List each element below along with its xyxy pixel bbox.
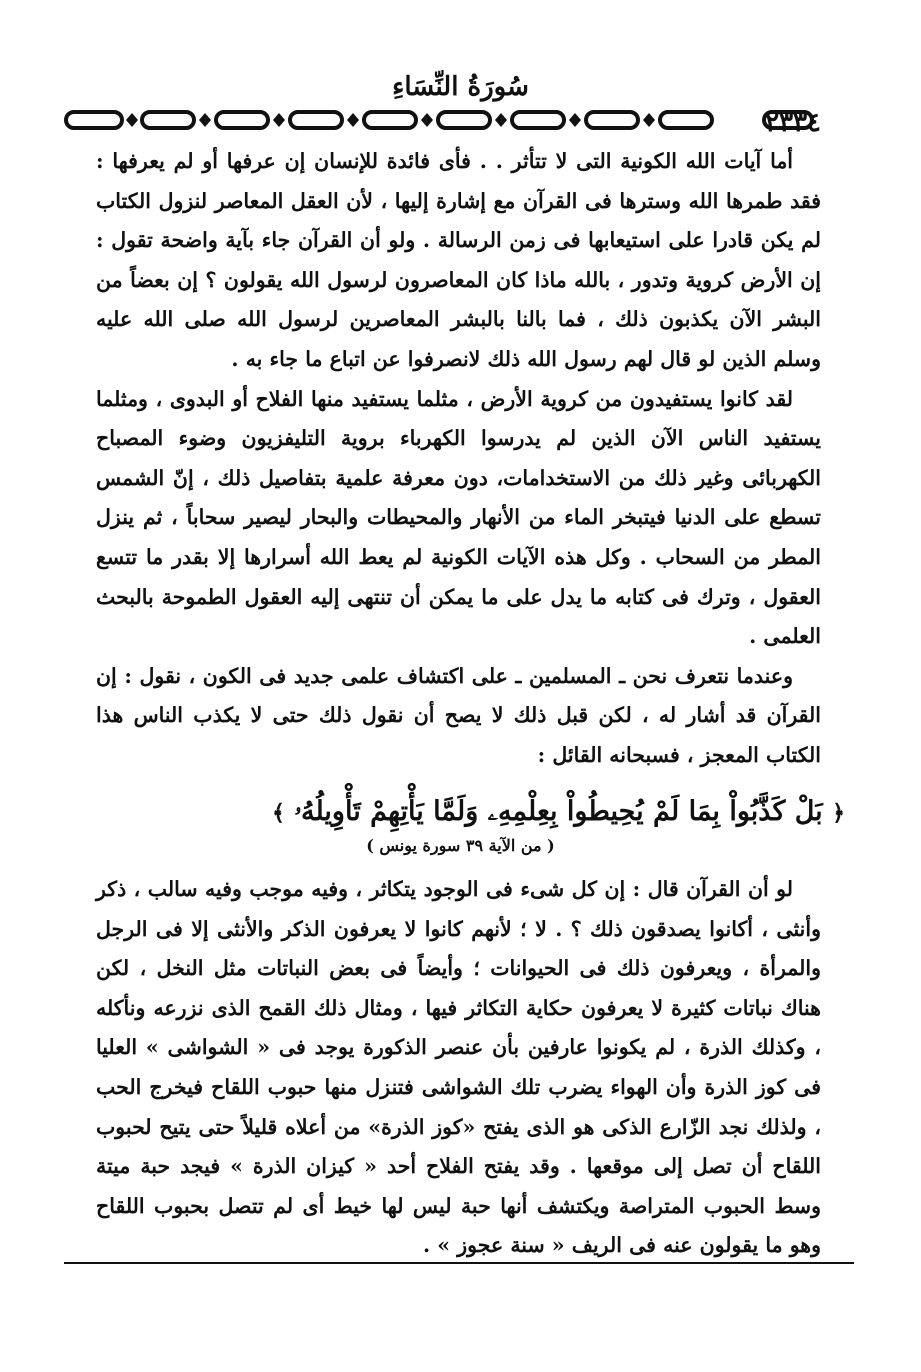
paragraph-3: وعندما نتعرف نحن ـ المسلمين ـ على اكتشاف علمى جديد فى الكون ، نقول : إن القرآن قد أشار له ، لكن قبل ذلك لا يصح أن نقول ذلك حتى لا يكذب الناس هذا الكتاب المعجز ، فسبحانه القائل : xyxy=(96,663,821,767)
diamond-ornament xyxy=(569,113,581,127)
diamond-ornament xyxy=(495,113,507,127)
chain-link xyxy=(142,112,194,128)
chain-link xyxy=(290,112,342,128)
diamond-ornament xyxy=(273,113,285,127)
body-text-bottom xyxy=(96,870,821,1266)
chain-link xyxy=(512,112,564,128)
quran-verse xyxy=(120,796,845,828)
diamond-ornament xyxy=(347,113,359,127)
decorative-chain-border xyxy=(64,102,854,138)
chain-link xyxy=(216,112,268,128)
paragraph-2: لقد كانوا يستفيدون من كروية الأرض ، مثلما يستفيد منها الفلاح أو البدوى ، ومثلما يستفيد الناس الآن الذين لم يدرسوا الكهرباء بروية التليفزيون وضوء المصباح الكهربائى وغير ذلك من الاستخدامات، دون معرفة علمية بتفاصيل ذلك ، إنّ الشمس تسطع على الدنيا فيتبخر الماء من الأنهار والمحيطات والبحار ليصير سحاباً ، ثم ينزل المطر من السحاب . وكل هذه الآيات الكونية لم يعط الله أسرارها إلا بقدر ما تتسع العقول ، وترك فى كتابه ما يدل على ما يمكن أن تنتهى إليه العقول الطموحة بالبحث العلمى . xyxy=(96,386,821,649)
verse-reference: ( من الآية ٣٩ سورة يونس ) xyxy=(366,836,555,855)
chain-link xyxy=(66,112,122,128)
paragraph-1: أما آيات الله الكونية التى لا تتأثر . . فأى فائدة للإنسان إن عرفها أو لم يعرفها : فقد طمرها الله وسترها فى القرآن مع إشارة إليها ، لأن العقل المعاصر لنزول الكتاب لم يكن قادرا على استيعابها فى زمن الرسالة . ولو أن القرآن جاء بآية واضحة تقول : إن الأرض كروية وتدور ، بالله ماذا كان المعاصرون لرسول الله يقولون ؟ إن بعضاً من البشر الآن يكذبون ذلك ، فما بالنا بالبشر المعاصرين لرسول الله صلى الله عليه وسلم الذين لو قال لهم رسول الله ذلك لانصرفوا عن اتباع ما جاء به . xyxy=(96,149,821,371)
paragraph-4: لو أن القرآن قال : إن كل شىء فى الوجود يتكاثر ، وفيه موجب وفيه سالب ، ذكر وأنثى ، أكانوا يصدقون ذلك ؟ . لا ؛ لأنهم كانوا لا يعرفون الذكر والأنثى إلا فى الرجل والمرأة ، ويعرفون ذلك فى الحيوانات ؛ وأيضاً فى بعض النباتات مثل النخل ، لكن هناك نباتات كثيرة لا يعرفون حكاية التكاثر فيها ، ومثال ذلك القمح الذى نزرعه ونأكله ، وكذلك الذرة ، لم يكونوا عارفين بأن عنصر الذكورة يوجد فى « الشواشى » العليا فى كوز الذرة وأن الهواء يضرب تلك الشواشى فتنزل منها حبوب اللقاح فيخرج الحب ، ولذلك نجد الزّارع الذكى هو الذى يفتح «كوز الذرة» من أعلاه قليلاً حتى يتيح لحبوب اللقاح أن تصل إلى موقعها . وقد يفتح الفلاح أحد « كيزان الذرة » فيجد حبة ميتة وسط الحبوب المتراصة ويكتشف أنها حبة ليس لها خيط أى لم تتصل بحبوب اللقاح وهو ما يقولون عنه فى الريف « سنة عجوز » . xyxy=(96,877,821,1258)
chain-link xyxy=(660,112,712,128)
diamond-ornament xyxy=(126,113,138,127)
diamond-ornament xyxy=(421,113,433,127)
diamond-ornament xyxy=(199,113,211,127)
chain-link xyxy=(586,112,638,128)
footer-rule xyxy=(64,1262,854,1264)
verse-close-ornament: ﴾ xyxy=(271,800,285,826)
body-text-top xyxy=(96,142,821,776)
verse-open-ornament: ﴿ xyxy=(832,800,845,826)
verse-text: بَلْ كَذَّبُواْ بِمَا لَمْ يُحِيطُواْ بِعِلْمِهِۦ وَلَمَّا يَأْتِهِمْ تَأْوِيلُهُۥ xyxy=(294,796,823,827)
chain-link xyxy=(438,112,490,128)
surah-title: سُورَةُ النِّسَاءِ xyxy=(392,72,529,102)
chain-link xyxy=(364,112,416,128)
page-number: ٢٣٣٤ xyxy=(765,108,821,138)
diamond-ornament xyxy=(643,113,655,127)
